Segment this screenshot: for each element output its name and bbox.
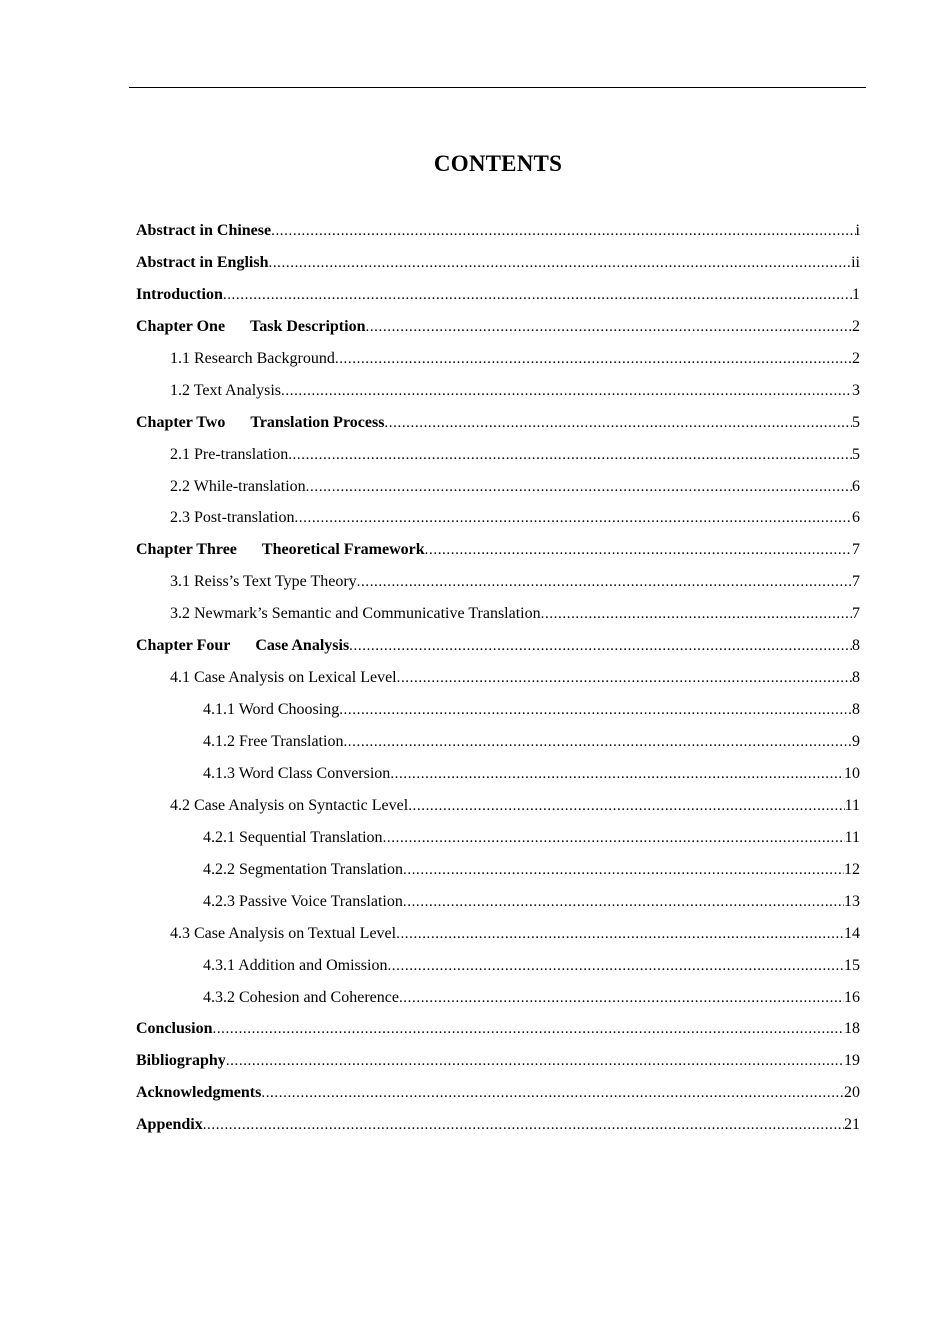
dot-leader [425,537,852,563]
toc-entry[interactable] [136,1016,860,1048]
dot-leader [399,985,844,1011]
toc-page-number: 12 [844,860,860,878]
dot-leader [343,729,852,755]
toc-chapter-title: Translation Process [250,413,385,431]
toc-page-number: 6 [852,477,860,495]
dot-leader [335,346,852,372]
dot-leader [397,665,852,691]
toc-entry[interactable] [136,697,860,729]
toc-entry[interactable] [136,857,860,889]
dot-leader [268,250,851,276]
toc-entry[interactable] [136,442,860,474]
dot-leader [403,857,844,883]
toc-chapter-number: Chapter Three [136,541,237,559]
toc-entry[interactable] [136,889,860,921]
toc-entry-label [136,537,425,563]
toc-entry[interactable] [136,953,860,985]
dot-leader [203,1112,844,1138]
toc-entry-label: Abstract in English [136,253,269,271]
toc-entry[interactable] [136,314,860,346]
toc-chapter-number: Chapter Two [136,413,226,431]
toc-page-number: 7 [852,541,860,559]
toc-entry-label [136,314,365,340]
toc-entry-label: Introduction [136,285,223,303]
toc-page-number: 2 [852,349,860,367]
toc-entry[interactable] [136,729,860,761]
dot-leader [223,282,852,308]
dot-leader [396,921,844,947]
toc-entry-label: 2.1 Pre-translation [170,445,289,463]
toc-page-number: 11 [844,796,860,814]
toc-entry-label: 4.3.2 Cohesion and Coherence [203,988,399,1006]
toc-entry[interactable] [136,665,860,697]
dot-leader [384,410,852,436]
toc-entry-label: 1.2 Text Analysis [170,381,282,399]
toc-entry-label: 4.2 Case Analysis on Syntactic Level [170,796,409,814]
dot-leader [541,601,852,627]
toc-entry-label: 4.2.1 Sequential Translation [203,828,383,846]
table-of-contents [136,218,860,1144]
dot-leader [339,697,852,723]
toc-entry-label: 1.1 Research Background [170,349,335,367]
page-title: CONTENTS [433,151,563,176]
toc-entry-label: 3.2 Newmark’s Semantic and Communicative Translation [170,605,541,623]
toc-entry[interactable] [136,505,860,537]
toc-entry[interactable] [136,761,860,793]
toc-entry-label: 3.1 Reiss’s Text Type Theory [170,573,357,591]
dot-leader [349,633,852,659]
dot-leader [408,793,844,819]
dot-leader [357,569,852,595]
toc-entry[interactable] [136,378,860,410]
toc-page-number: 9 [852,733,860,750]
toc-entry[interactable] [136,537,860,569]
toc-entry[interactable] [136,346,860,378]
toc-page-number: 18 [844,1020,860,1038]
toc-page-number: 7 [852,605,860,623]
toc-entry-label: Appendix [136,1116,203,1134]
toc-entry-label: Acknowledgments [136,1084,262,1102]
toc-entry-label: 4.1.1 Word Choosing [203,701,340,719]
toc-page-number: 8 [852,637,860,655]
toc-entry-label: 4.1 Case Analysis on Lexical Level [170,669,397,687]
toc-chapter-title: Case Analysis [255,637,350,655]
toc-page-number: 19 [844,1052,860,1070]
toc-page-number: 10 [844,764,860,782]
toc-entry-label: 4.1.2 Free Translation [203,733,344,750]
toc-page-number: 20 [844,1084,860,1102]
toc-entry-label: Conclusion [136,1020,213,1038]
dot-leader [306,474,852,500]
toc-entry-label: Bibliography [136,1052,226,1070]
toc-page-number: 11 [844,828,860,846]
dot-leader [403,889,844,915]
dot-leader [390,761,844,787]
toc-chapter-title: Theoretical Framework [261,541,425,559]
toc-entry-label [136,410,384,436]
dot-leader [365,314,852,340]
dot-leader [226,1048,844,1074]
toc-entry[interactable] [136,218,860,250]
toc-chapter-number: Chapter One [136,317,226,335]
toc-page-number: 6 [852,509,860,527]
dot-leader [261,1080,844,1106]
toc-entry-label: 4.3.1 Addition and Omission [203,956,388,974]
toc-entry[interactable] [136,474,860,506]
toc-chapter-number: Chapter Four [136,637,231,655]
toc-page-number: 8 [852,701,860,719]
toc-page-number: 7 [852,573,860,591]
toc-page-number: 1 [852,285,860,303]
toc-page-number: i [855,222,860,239]
toc-page-number: 5 [852,413,860,431]
toc-entry-label: 4.2.3 Passive Voice Translation [203,892,403,910]
dot-leader [288,442,852,468]
toc-entry[interactable] [136,410,860,442]
dot-leader [387,953,844,979]
toc-entry[interactable] [136,1080,860,1112]
toc-entry[interactable] [136,282,860,314]
toc-chapter-title: Task Description [250,317,366,335]
toc-entry[interactable] [136,825,860,857]
toc-entry-label: 4.2.2 Segmentation Translation [203,860,403,878]
toc-page-number: 21 [844,1116,860,1134]
toc-page-number: 3 [852,381,860,399]
toc-entry[interactable] [136,633,860,665]
dot-leader [281,378,852,404]
toc-entry[interactable] [136,921,860,953]
toc-entry[interactable] [136,985,860,1017]
toc-entry[interactable] [136,250,860,282]
toc-entry[interactable] [136,569,860,601]
dot-leader [383,825,845,851]
header-rule [129,87,866,88]
dot-leader [212,1016,844,1042]
toc-entry-label: 2.2 While-translation [170,477,306,495]
toc-page-number: 5 [852,445,860,463]
toc-page-number: 16 [844,988,860,1006]
toc-page-number: 15 [844,956,860,974]
toc-page-number: ii [851,253,860,271]
dot-leader [294,505,852,531]
toc-entry[interactable] [136,1112,860,1144]
toc-entry-label: 2.3 Post-translation [170,509,295,527]
toc-entry-label: Abstract in Chinese [136,222,272,239]
toc-page-number: 8 [852,669,860,687]
toc-page-number: 2 [852,317,860,335]
dot-leader [271,218,855,244]
toc-page-number: 13 [844,892,860,910]
toc-entry[interactable] [136,601,860,633]
toc-entry[interactable] [136,1048,860,1080]
toc-entry-label: 4.3 Case Analysis on Textual Level [170,924,397,942]
toc-page-number: 14 [844,924,860,942]
toc-entry-label: 4.1.3 Word Class Conversion [203,764,391,782]
toc-entry[interactable] [136,793,860,825]
toc-entry-label [136,633,349,659]
